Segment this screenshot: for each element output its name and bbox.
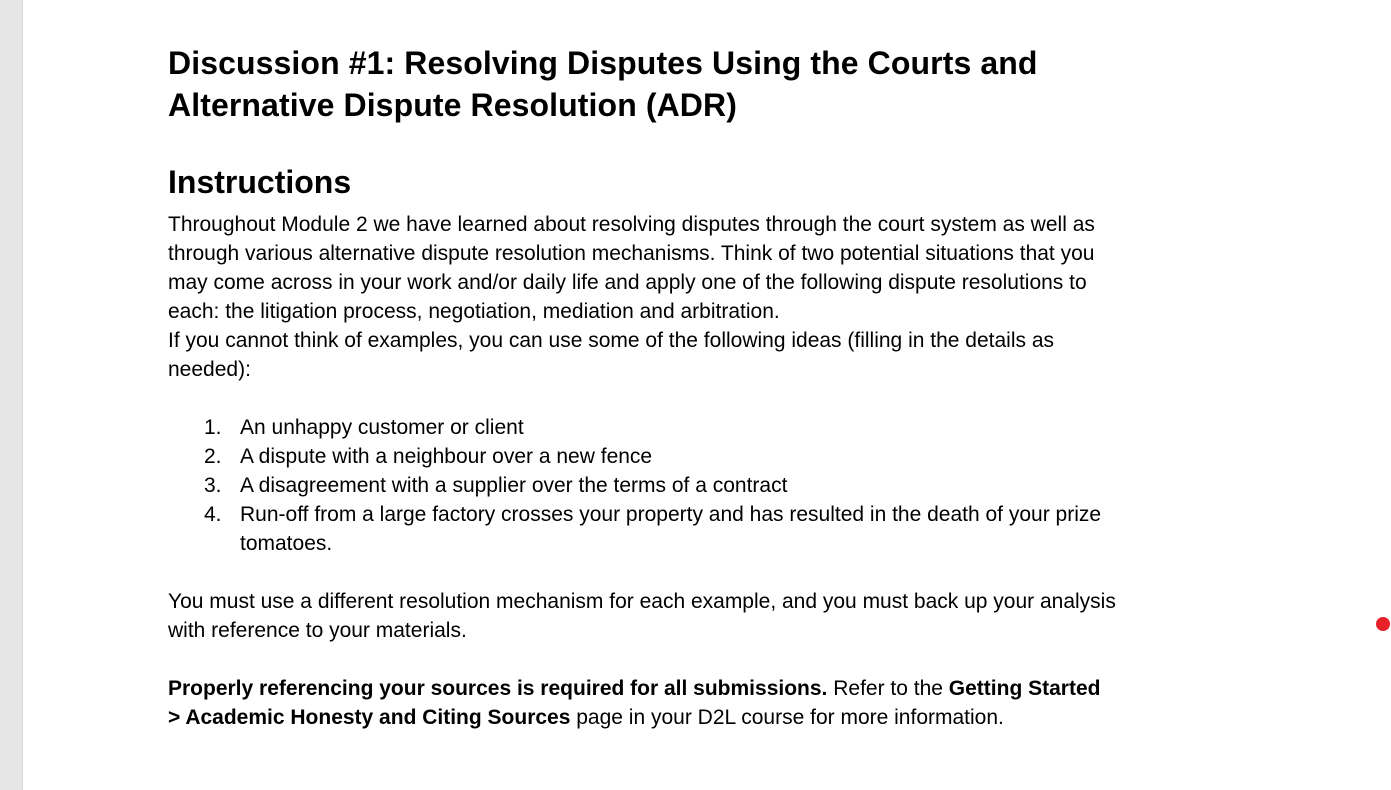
- list-item-number: 4.: [204, 503, 222, 526]
- requirement-paragraph: You must use a different resolution mechanism for each example, and you must back up your analysis with reference to your materials.: [168, 590, 1116, 642]
- document-page[interactable]: [23, 0, 1391, 790]
- intro-paragraph: Throughout Module 2 we have learned about resolving disputes through the court system as well as through various alternative dispute resolution mechanisms. Think of two potential situations that you may come across in your work and/or daily life and apply one of the following dispute resolutions to each: the litigation process, negotiation, mediation and arbitration.: [168, 213, 1095, 323]
- list-item: [168, 471, 1118, 500]
- spacer: [168, 384, 1118, 413]
- list-item: [168, 413, 1118, 442]
- referencing-paragraph: [168, 674, 1118, 732]
- list-item-text: An unhappy customer or client: [240, 416, 524, 439]
- list-item: [168, 500, 1118, 558]
- list-item-text: A disagreement with a supplier over the terms of a contract: [240, 474, 788, 497]
- referencing-course-path: Getting Started > Academic Honesty and Citing Sources: [168, 677, 1101, 729]
- list-item-text: A dispute with a neighbour over a new fence: [240, 445, 653, 468]
- page-content: [168, 42, 1118, 732]
- page-title: Discussion #1: Resolving Disputes Using the Courts and Alternative Dispute Resolution (ADR): [168, 45, 1038, 123]
- instructions-heading: Instructions: [168, 164, 352, 200]
- red-dot-icon: [1376, 617, 1390, 631]
- list-item-number: 1.: [204, 416, 222, 439]
- list-item-number: 2.: [204, 445, 222, 468]
- viewer-left-gutter: [0, 0, 23, 790]
- referencing-text-before: Refer to the: [827, 677, 949, 700]
- list-item-text: Run-off from a large factory crosses your property and has resulted in the death of your prize tomatoes.: [240, 503, 1102, 555]
- spacer: [168, 645, 1118, 674]
- examples-list: [168, 413, 1118, 558]
- list-item: [168, 442, 1118, 471]
- examples-intro: If you cannot think of examples, you can use some of the following ideas (filling in the details as needed):: [168, 329, 1054, 381]
- referencing-bold-lead: Properly referencing your sources is required for all submissions.: [168, 677, 828, 700]
- spacer: [168, 558, 1118, 587]
- list-item-number: 3.: [204, 474, 222, 497]
- referencing-text-after: page in your D2L course for more information.: [570, 706, 1004, 729]
